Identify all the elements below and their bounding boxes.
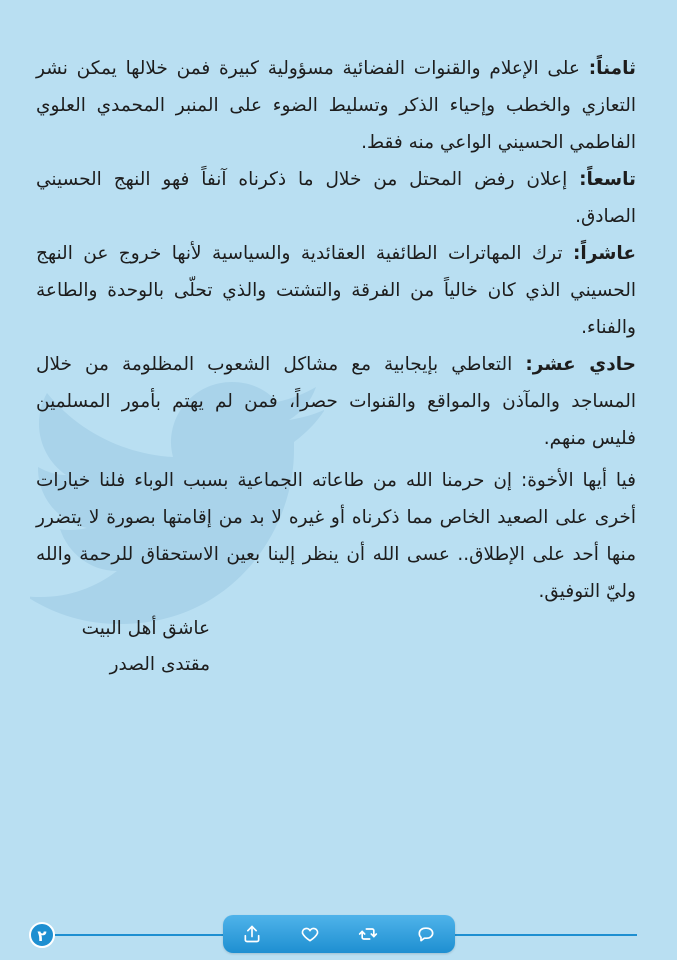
heart-icon [300, 924, 320, 944]
paragraph-text: على الإعلام والقنوات الفضائية مسؤولية كبيرة فمن خلالها يمكن نشر التعازي والخطب وإحياء الذكر وتسليط الضوء على المنبر المحمدي العلوي الفاطمي الحسيني الواعي منه فقط. [36, 58, 636, 153]
paragraph-text: ترك المهاترات الطائفية العقائدية والسياسية لأنها خروج عن النهج الحسيني الذي كان خالياً من الفرقة والتشتت والذي تحلّى بالوحدة والطاعة والفناء. [36, 243, 636, 338]
paragraph-text: التعاطي بإيجابية مع مشاكل الشعوب المظلومة من خلال المساجد والمآذن والمواقع والقنوات حصراً، فمن لم يهتم بأمور المسلمين فليس منهم. [36, 354, 636, 449]
paragraph-lead: ثامناً: [588, 58, 636, 79]
retweet-button[interactable] [353, 919, 383, 949]
paragraph-text: إعلان رفض المحتل من خلال ما ذكرناه آنفاً فهو النهج الحسيني الصادق. [36, 169, 636, 227]
signature-line-2: مقتدى الصدر [109, 654, 210, 675]
paragraph-eleventh [36, 346, 636, 457]
paragraph-lead: حادي عشر: [525, 354, 636, 375]
share-button[interactable] [237, 919, 267, 949]
retweet-icon [357, 924, 379, 944]
signature-line-1: عاشق أهل البيت [81, 618, 210, 639]
reply-icon [416, 924, 436, 944]
paragraph-tenth [36, 235, 636, 346]
paragraph-lead: تاسعاً: [579, 169, 636, 190]
paragraph-ninth [36, 161, 636, 235]
page-number: ٢ [29, 922, 55, 948]
closing-paragraph [36, 462, 636, 610]
like-button[interactable] [295, 919, 325, 949]
share-icon [242, 924, 262, 944]
closing-text: فيا أيها الأخوة: إن حرمنا الله من طاعاته الجماعية بسبب الوباء فلنا خيارات أخرى على الصعيد الخاص مما ذكرناه أو غيره لا بد من إقامتها بصورة لا يتضرر منها أحد على الإطلاق.. عسى الله أن ينظر إلينا بعين الاستحقاق للرحمة والله وليّ التوفيق. [36, 470, 636, 602]
main-text [36, 50, 636, 457]
tweet-actions-bar [223, 915, 455, 953]
paragraph-lead: عاشراً: [572, 243, 636, 264]
paragraph-eighth [36, 50, 636, 161]
reply-button[interactable] [411, 919, 441, 949]
